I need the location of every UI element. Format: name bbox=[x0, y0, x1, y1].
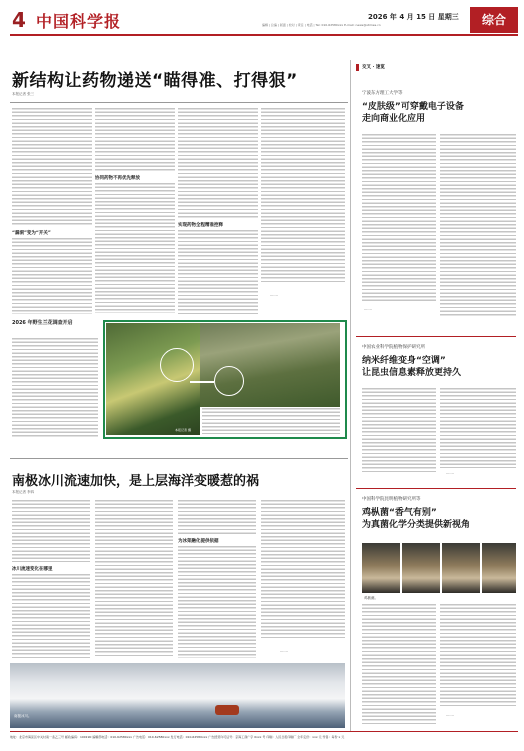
sidebar-item-1-text-a bbox=[362, 134, 436, 302]
ant-col-1-text-a bbox=[12, 500, 90, 562]
main-col-4-text bbox=[261, 108, 345, 284]
section-divider bbox=[10, 458, 348, 459]
photo-caption-text bbox=[202, 408, 340, 434]
sidebar-item-3-text-b bbox=[440, 604, 516, 708]
sidebar-item-1-link[interactable]: ······· bbox=[364, 308, 372, 312]
antarctic-photo-caption: 南极冰川。 bbox=[14, 714, 32, 718]
sidebar-item-2-link[interactable]: ······· bbox=[446, 472, 454, 476]
sidebar-item-3-link[interactable]: ······· bbox=[446, 714, 454, 718]
ant-col-2-text bbox=[95, 500, 173, 658]
sidebar-item-1-headline-line-1: “皮肤级”可穿戴电子设备 bbox=[362, 102, 464, 112]
main-source-link[interactable]: ······· bbox=[270, 294, 278, 298]
sidebar-item-1-text-b bbox=[440, 134, 516, 316]
ant-col-3-text-b bbox=[178, 546, 256, 658]
footer-rule bbox=[10, 731, 518, 732]
antarctic-glacier-photo bbox=[10, 663, 345, 728]
photo-connector bbox=[190, 381, 214, 383]
survey-photo bbox=[200, 323, 340, 407]
sidebar-item-3-kicker: 中国科学院昆明植物研究所等 bbox=[362, 497, 421, 502]
sidebar-item-2-kicker: 中国农业科学院植物保护研究所 bbox=[362, 345, 425, 350]
mushroom-photo-4 bbox=[482, 543, 516, 593]
sidebar-tag: 交叉 · 速览 bbox=[362, 65, 385, 70]
sidebar-item-3-headline-line-1: 鸡枞菌“香气有别” bbox=[362, 508, 437, 518]
mushroom-photo-3 bbox=[442, 543, 480, 593]
sidebar-rule-2 bbox=[356, 488, 516, 489]
antarctic-byline: 本报记者 李四 bbox=[12, 490, 35, 494]
sidebar-item-1-kicker: 宁波东方理工大学等 bbox=[362, 91, 403, 96]
photo-highlight-circle-right bbox=[214, 366, 244, 396]
sidebar-item-3-text-a bbox=[362, 604, 436, 726]
issue-date: 2026 年 4 月 15 日 星期三 bbox=[368, 13, 459, 21]
editor-meta: 编辑 | 总编 | 版面 | 校对 | 责任 | 电话 | Tel: 010-62580xxx E-mail: news@stimes.cn bbox=[262, 23, 381, 27]
sidebar-item-2-text-a bbox=[362, 388, 436, 472]
photo-story-title: 2026 年野生兰花调查开启 bbox=[12, 320, 73, 326]
mushroom-caption: 鸡枞菌。 bbox=[364, 596, 378, 600]
main-col-2-text-a bbox=[95, 108, 175, 172]
sidebar-item-3-headline-line-2: 为真菌化学分类提供新视角 bbox=[362, 520, 471, 530]
photo-credit: 本报记者 摄 bbox=[175, 428, 191, 432]
sidebar-item-1-headline-line-2: 走向商业化应用 bbox=[362, 114, 426, 124]
footer-info: 地址：北京市海淀区中关村南一条乙三号 邮政编码：100190 编辑部电话：010-62580xxx 广告电话：010-62580xxx 发行电话：010-62580xxx 广告经营许可证号：京海工商广字 0xxx 号 印刷：人民日报印刷厂 全年定价：xxx 元 零售：每份 x 元 bbox=[10, 735, 345, 739]
main-byline: 本报记者 张三 bbox=[12, 92, 35, 96]
main-col-1-text-b bbox=[12, 238, 92, 314]
sidebar-item-2-headline-line-1: 纳米纤维变身“空调” bbox=[362, 356, 446, 366]
ant-subhead-2: 为冰架融化提供依据 bbox=[178, 539, 219, 544]
ant-col-4-text bbox=[261, 500, 345, 640]
photo-story-text bbox=[12, 338, 98, 438]
main-subhead-2: 协同药物不再优先释放 bbox=[95, 176, 140, 181]
main-col-2-text-b bbox=[95, 183, 175, 313]
ant-subhead-1: 冰川流速变化在哪里 bbox=[12, 567, 53, 572]
ant-source-link[interactable]: ······· bbox=[280, 650, 288, 654]
main-col-3-text-a bbox=[178, 108, 258, 218]
main-col-3-text-b bbox=[178, 230, 258, 314]
antarctic-headline: 南极冰川流速加快，是上层海洋变暖惹的祸 bbox=[12, 474, 260, 489]
boat-in-photo bbox=[215, 705, 239, 715]
main-divider bbox=[10, 102, 348, 103]
mushroom-photo-2 bbox=[402, 543, 440, 593]
sidebar-separator bbox=[350, 60, 351, 732]
page-number: 4 bbox=[12, 8, 26, 32]
section-label: 综合 bbox=[470, 7, 518, 33]
newspaper-logo: 中国科学报 bbox=[36, 12, 122, 31]
photo-highlight-circle-left bbox=[160, 348, 194, 382]
main-col-1-text-a bbox=[12, 108, 92, 226]
ant-col-1-text-b bbox=[12, 574, 90, 658]
ant-col-3-text-a bbox=[178, 500, 256, 534]
main-headline: 新结构让药物递送“瞄得准、打得狠” bbox=[12, 71, 298, 91]
sidebar-item-2-text-b bbox=[440, 388, 516, 468]
main-subhead-1: “漏洞”变为“开关” bbox=[12, 231, 51, 236]
header-rule bbox=[10, 34, 518, 36]
sidebar-tag-marker bbox=[356, 64, 359, 71]
sidebar-rule-1 bbox=[356, 336, 516, 337]
sidebar-item-2-headline-line-2: 让昆虫信息素释放更持久 bbox=[362, 368, 462, 378]
main-subhead-3: 实现药物全程精准控释 bbox=[178, 223, 223, 228]
mushroom-photo-1 bbox=[362, 543, 400, 593]
